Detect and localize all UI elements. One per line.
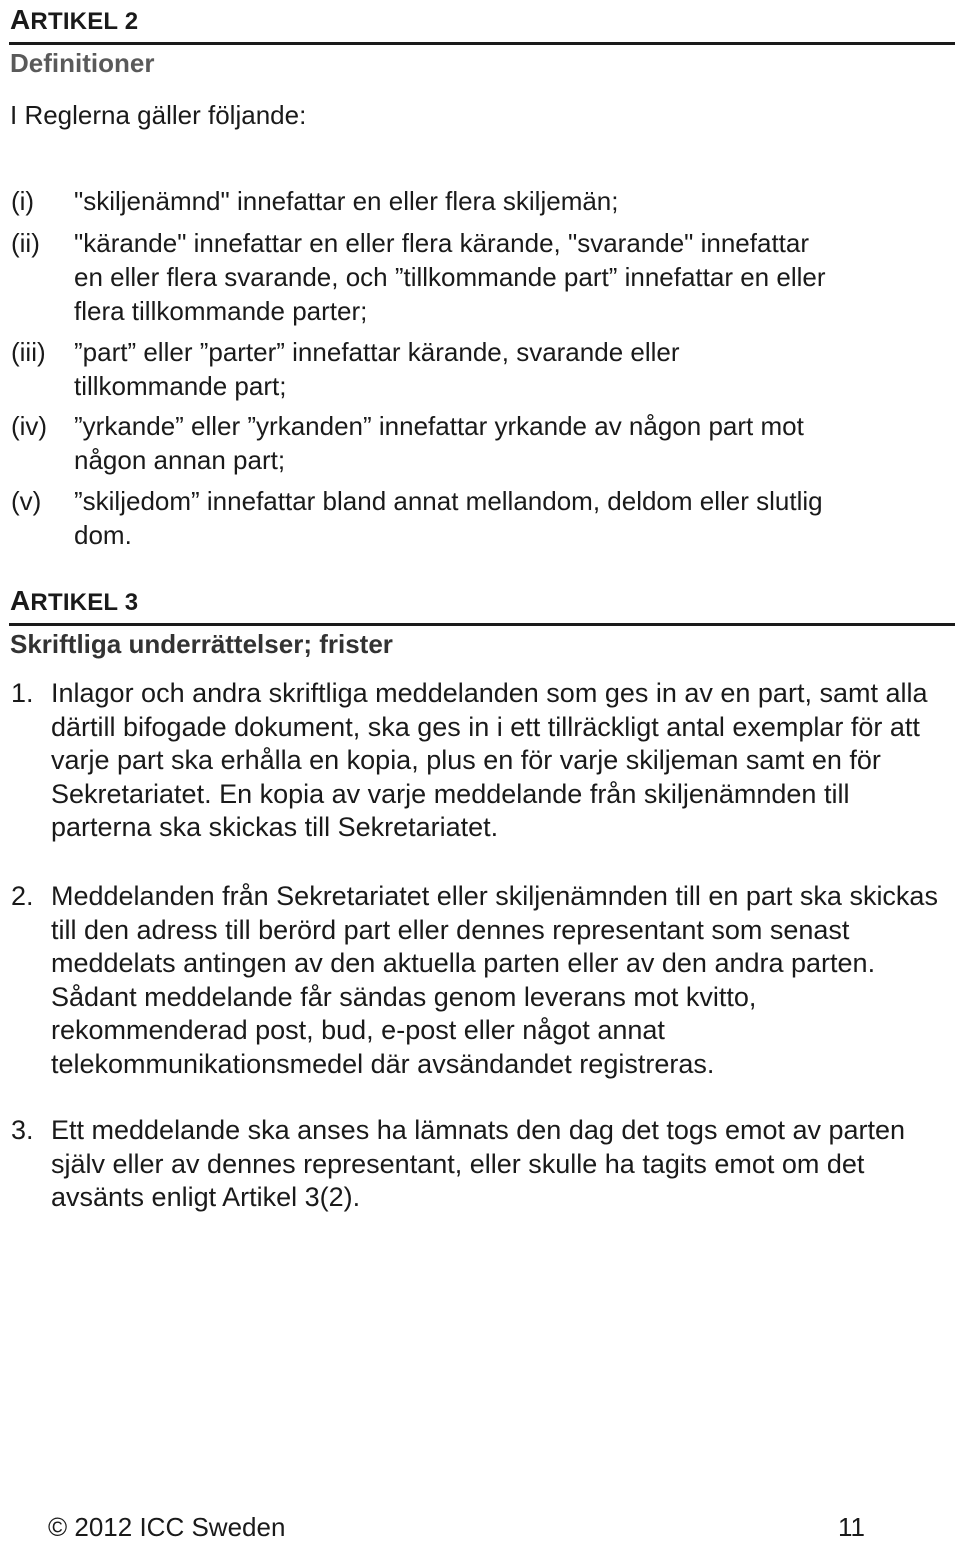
article-2-heading-initial: A (10, 4, 31, 35)
definition-text: "skiljenämnd" innefattar en eller flera skiljemän; (74, 186, 619, 216)
article-3-subheading: Skriftliga underrättelser; frister (10, 629, 393, 659)
article-3-divider (9, 623, 955, 626)
paragraph-number: 3. (11, 1115, 34, 1145)
definition-label: (iv) (11, 411, 48, 441)
page-number: 11 (838, 1512, 865, 1542)
definition-label: (ii) (11, 228, 40, 258)
article-2-intro: I Reglerna gäller följande: (10, 100, 307, 130)
article-3-heading-rest: RTIKEL 3 (30, 589, 139, 616)
article-2-divider (9, 42, 955, 45)
article-3-heading-initial: A (10, 585, 31, 616)
definition-label: (i) (11, 186, 35, 216)
paragraph-number: 1. (11, 678, 34, 708)
paragraph-text: Ett meddelande ska anses ha lämnats den dag det togs emot av parten själv eller av dennes representant, eller skulle ha tagits emot om det avsänts enligt Artikel 3(2). (51, 1115, 906, 1213)
definition-text: ”part” eller ”parter” innefattar kärande, svarande eller tillkommande part; (74, 337, 680, 401)
article-2-subheading: Definitioner (10, 48, 155, 78)
article-3-heading (10, 585, 138, 617)
paragraph-number: 2. (11, 881, 34, 911)
footer-copyright: © 2012 ICC Sweden (48, 1512, 286, 1542)
definition-text: "kärande" innefattar en eller flera kärande, "svarande" innefattar en eller flera svarande, och ”tillkommande part” innefattar en eller flera tillkommande parter; (74, 228, 826, 326)
definition-label: (iii) (11, 337, 46, 367)
definition-text: ”skiljedom” innefattar bland annat mellandom, deldom eller slutlig dom. (74, 486, 823, 550)
article-2-heading (10, 4, 138, 36)
paragraph-text: Inlagor och andra skriftliga meddelanden som ges in av en part, samt alla därtill bifogade dokument, ska ges in i ett tillräckligt antal exemplar för att varje part ska erhålla en kopia, plus en för varje skiljeman samt en för Sekretariatet. En kopia av varje meddelande från skiljenämnden till parterna ska skickas till Sekretariatet. (51, 678, 928, 843)
definition-label: (v) (11, 486, 42, 516)
article-2-heading-rest: RTIKEL 2 (30, 8, 139, 35)
definition-text: ”yrkande” eller ”yrkanden” innefattar yrkande av någon part mot någon annan part; (74, 411, 804, 475)
paragraph-text: Meddelanden från Sekretariatet eller skiljenämnden till en part ska skickas till den adress till berörd part eller dennes representant som senast meddelats antingen av den aktuella parten eller av den andra parten. Sådant meddelande får sändas genom leverans mot kvitto, rekommenderad post, bud, e-post eller något annat telekommunikationsmedel där avsändandet registreras. (51, 881, 938, 1079)
